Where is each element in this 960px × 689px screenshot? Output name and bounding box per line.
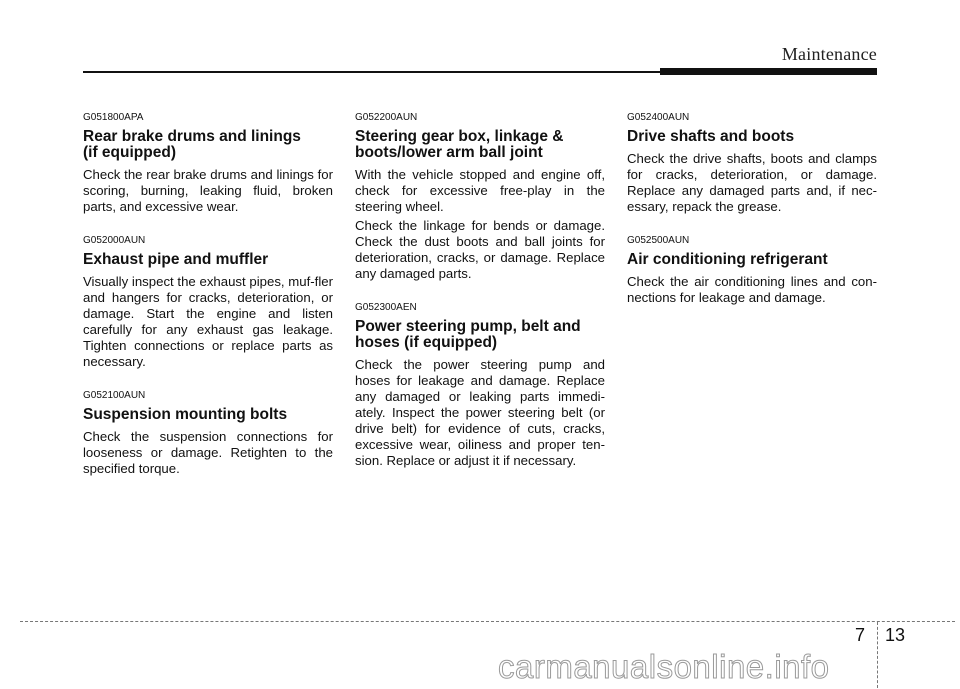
column-2 — [355, 112, 605, 489]
header-rule-thick — [660, 68, 877, 75]
section-suspension-bolts — [83, 390, 333, 477]
section-paragraph: Check the drive shafts, boots and clamps for cracks, deterioration, or damage. Replace any damaged parts and, if nec-essary, repack the grease. — [627, 151, 877, 214]
section-heading: Exhaust pipe and muffler — [83, 251, 269, 268]
section-title: Maintenance — [781, 44, 877, 64]
section-power-steering-pump — [355, 302, 605, 469]
section-paragraph: Check the rear brake drums and linings for scoring, burning, leaking fluid, broken parts, and excessive wear. — [83, 167, 333, 214]
column-1 — [83, 112, 333, 497]
section-code: G051800APA — [83, 112, 144, 123]
section-paragraph: Check the suspension connections for looseness or damage. Retighten to the specified torque. — [83, 429, 333, 476]
section-paragraph: Check the air conditioning lines and con-nections for leakage and damage. — [627, 274, 877, 305]
section-heading: Power steering pump, belt and hoses (if equipped) — [355, 318, 581, 351]
footer-rule — [20, 621, 955, 622]
section-air-conditioning — [627, 235, 877, 306]
watermark-text: carmanualsonline.info — [498, 648, 830, 685]
section-paragraph: Check the power steering pump and hoses for leakage and damage. Replace any damaged or leaking parts immedi-ately. Inspect the power steering belt (or drive belt) for evidence of cuts, cracks, excessive wear, oiliness and proper ten-sion. Replace or adjust it if necessary. — [355, 357, 605, 468]
section-code: G052200AUN — [355, 112, 418, 123]
section-code: G052000AUN — [83, 235, 146, 246]
chapter-number: 7 — [855, 625, 866, 645]
section-rear-brake-drums — [83, 112, 333, 215]
section-heading: Suspension mounting bolts — [83, 406, 288, 423]
page-number: 13 — [885, 625, 906, 645]
section-heading: Air conditioning refrigerant — [627, 251, 828, 268]
section-steering-gear-box — [355, 112, 605, 282]
footer-divider — [877, 622, 878, 688]
section-paragraph: Check the linkage for bends or damage. Check the dust boots and ball joints for deterioration, cracks, or damage. Replace any damaged parts. — [355, 218, 605, 281]
section-heading: Rear brake drums and linings (if equipped) — [83, 128, 301, 161]
section-paragraph: Visually inspect the exhaust pipes, muf-fler and hangers for cracks, deterioration, or damage. Start the engine and listen carefully for any exhaust gas leakage. Tighten connections or replace parts as necessary. — [83, 274, 333, 369]
section-code: G052500AUN — [627, 235, 690, 246]
section-code: G052300AEN — [355, 302, 417, 313]
section-code: G052400AUN — [627, 112, 690, 123]
column-3 — [627, 112, 877, 326]
header-rule-thin — [83, 71, 661, 73]
section-paragraph: With the vehicle stopped and engine off, check for excessive free-play in the steering wheel. — [355, 167, 605, 214]
section-heading: Drive shafts and boots — [627, 128, 795, 145]
section-exhaust-pipe — [83, 235, 333, 370]
section-drive-shafts — [627, 112, 877, 215]
section-heading: Steering gear box, linkage & boots/lower arm ball joint — [355, 128, 564, 161]
section-code: G052100AUN — [83, 390, 146, 401]
